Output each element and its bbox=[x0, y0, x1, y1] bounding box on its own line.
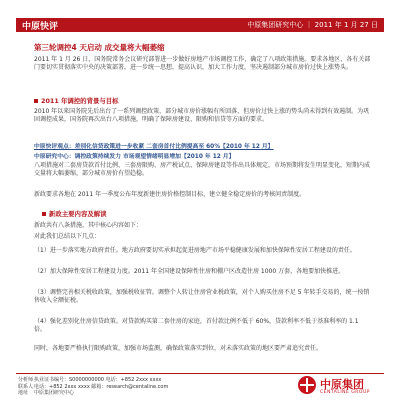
intro-paragraph: 2011 年 1 月 26 日，国务院常务会议研究部署进一步做好房地产市场调控工作，确定了八项政策措施。要求各地区、各有关部门要切实贯彻落实中央的决策部署，进一步统一思想，提高认识，加大工作力度，坚决遏制部分城市房价过快上涨势头。 bbox=[34, 56, 371, 72]
list-item-1: （1）进一步落实地方政府责任。地方政府要切实承担起促进房地产市场平稳健康发展和加快保障性安居工程建设的责任。 bbox=[34, 247, 356, 254]
footer-contacts bbox=[18, 377, 168, 397]
logo-text: 中原集团 bbox=[320, 378, 364, 391]
logo-icon bbox=[298, 376, 316, 394]
list-item-2: （2）加大保障性安居工程建设力度。2011 年全国建设保障性住房和棚户区改造住房 1000 万套，各地要加快推进。 bbox=[34, 268, 345, 275]
footer-line: 地址 中原集团研究中心 bbox=[18, 390, 75, 397]
section-heading-2: 新政主要内容及解读 bbox=[42, 209, 107, 218]
closing-paragraph: 同时，各地要严格执行限购政策，加强市场监测，确保政策落实到位，对未落实政策的地区要严肃追究责任。 bbox=[34, 345, 323, 352]
footer-line: 联系人电话：+852 2xxx xxxx 邮箱：research@centaline.com bbox=[18, 383, 169, 390]
list-item-3: （3）调整完善相关税收政策，加强税收征管。调整个人转让住房营业税政策，对个人购买住房不足 5 年转手交易的，统一按销售收入全额征税。 bbox=[34, 289, 370, 305]
logo-subtext: CENTALINE GROUP bbox=[320, 390, 370, 395]
paragraph-1: 2010 年以来国务院先后出台了一系列调控政策，部分城市房价涨幅有所回落，但房价过快上涨的势头尚未得到有效遏制。为巩固调控成果，国务院再次出台八项措施，明确了保障房建设、限购和信贷等方面的要求。 bbox=[34, 108, 370, 124]
paragraph-2: 八项措施对二套房贷款首付比例、三套房限购、房产税试点、保障房建设等作出具体规定，市场预期将发生明显变化，短期内成交量将大幅萎缩，部分城市房价有望趋稳。 bbox=[34, 162, 371, 178]
list-subintro: 对此我们总结以下几点： bbox=[34, 233, 101, 240]
footer-line: 分析师执业证书编号：S0000000000 电话：+852 2xxx xxxx bbox=[18, 377, 162, 383]
header-meta: 中原集团研究中心 ｜ 2011 年 1 月 27 日 bbox=[247, 21, 378, 29]
list-intro: 新政共有八条措施，其中核心内容如下： bbox=[34, 222, 143, 229]
footer-divider bbox=[16, 373, 384, 374]
bullet-icon bbox=[34, 99, 38, 103]
company-logo bbox=[298, 376, 384, 398]
report-header bbox=[16, 18, 384, 32]
related-link-2[interactable]: 中原研究中心：调控政策持续发力 市场观望情绪明显增加【2010 年 12 月】 bbox=[34, 154, 235, 160]
related-link-1[interactable]: 中原快评观点：差别化信贷政策进一步收紧 二套房首付比例提高至 60%【2010 年 12 月】 bbox=[34, 144, 274, 150]
report-title: 第三轮调控4 天启动 成交量将大幅萎缩 bbox=[34, 43, 165, 52]
paragraph-3: 新政要求各地在 2011 年一季度公布年度新建住房价格控制目标，建立健全稳定房价的考核问责制度。 bbox=[34, 191, 306, 198]
list-item-4: （4）强化差别化住房信贷政策。对贷款购买第二套住房的家庭，首付款比例不低于 60%，贷款利率不低于基准利率的 1.1 倍。 bbox=[34, 318, 359, 334]
brand-title: 中原快评 bbox=[22, 22, 59, 32]
section-heading-1: 2011 年调控的背景与目标 bbox=[34, 96, 119, 105]
bullet-icon bbox=[42, 212, 46, 216]
